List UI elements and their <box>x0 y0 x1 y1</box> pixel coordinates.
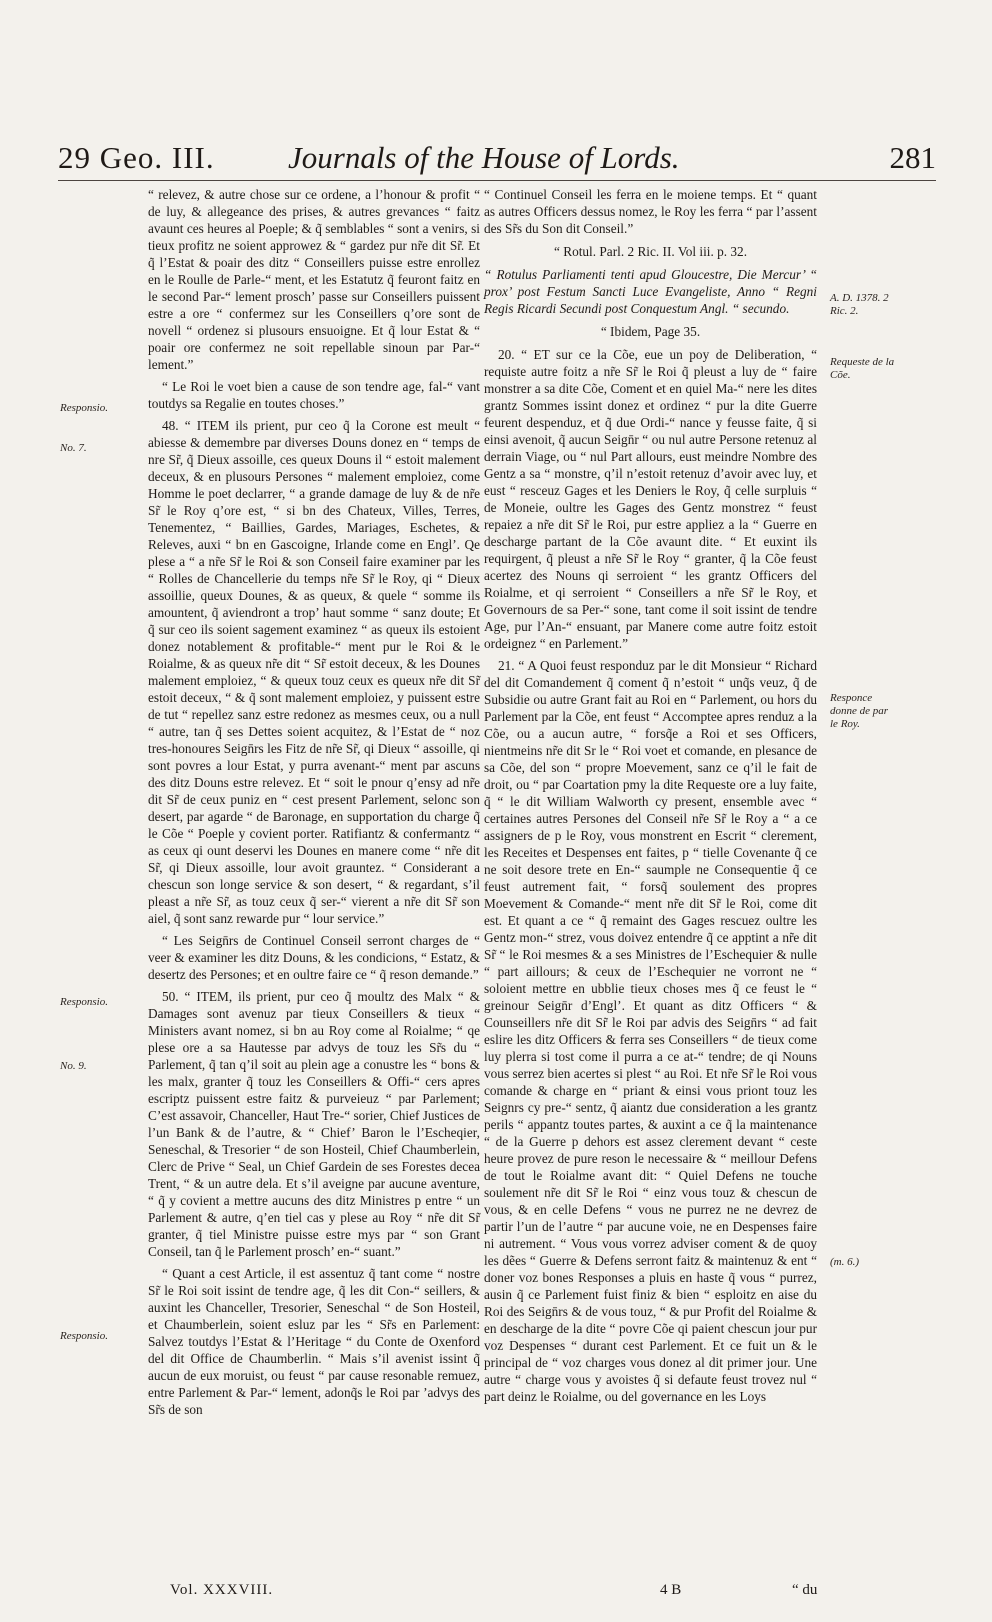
citation: “ Rotul. Parl. 2 Ric. II. Vol iii. p. 32. <box>553 244 748 259</box>
left-column <box>148 186 480 1423</box>
volume-signature: Vol. XXXVIII. <box>170 1582 274 1598</box>
catchword: “ du <box>792 1582 818 1598</box>
paragraph: “ Continuel Conseil les ferra en le moiene temps. Et “ quant as autres Officers dessus nomez, le Roy les ferra “ par l’assent des Sr̃s du Son dit Conseil.” <box>484 187 817 236</box>
margin-note-membrane: (m. 6.) <box>830 1256 860 1268</box>
paragraph: “ relevez, & autre chose sur ce ordene, a l’honour & profit “ de luy, & allegeance des prises, & autres grevances “ faitz avaunt ces heures al Poeple; & q̃ semblables “ sont a venirs, si tieux profitz ne soient approwez & “ gardez pur nr̃e dit Sr̃. Et q̃ l’Estat & poair des ditz “ Conseillers puisse estre enrollez en le Roulle de Parle-“ ment, et les Estatutz q̃ feuront faitz en le second Par-“ lement prosch’ passe sur Conseillers puissent estre a ore “ confermez sur les Conseillers q’ore sont de novell “ ordenez si plusours ensuoigne. Et q̃ lour Estat & “ poair ore confermez ne soit repellable sinoun par Par-“ lement.” <box>148 187 480 372</box>
right-column <box>484 186 817 1410</box>
margin-note-requeste: Requeste de la Cõe. <box>830 356 895 381</box>
paragraph: “ Quant a cest Article, il est assentuz q̃ tant come “ nostre Sr̃ le Roi soit issint de tendre age, q̃ les dit Con-“ seillers, & auxint les Chanceller, Tresorier, Seneschal “ de Son Hosteil, et Chaumberlein, soient esluz par les “ Sr̃s en Parlement: Salvez toutdys l’Estat & l’Heritage “ du Conte de Oxenford del dit Office de Chaumberlin. “ Mais s’il avenist issint q̃ aucun de eux moruist, ou feust “ par cause resonable remuez, entre Parlement & Par-“ lement, adonq̃s le Roi par ’advys des Sr̃s de son <box>148 1266 480 1417</box>
margin-note-responsio: Responsio. <box>60 996 108 1008</box>
paragraph: 50. “ ITEM, ils prient, pur ceo q̃ moultz des Malx “ & Damages sont avenuz par tieux Conseillers & tieux “ Ministers avant nomez, si bn au Roy come al Roialme; “ qe plese ore a sa Hautesse par advys de touz les Sr̃s du “ Parlement, q̃ tan q’il soit au plein age a conustre les “ bons & les malx, granter q̃ touz les Conseillers & Offi-“ cers apres escriptz puissent estre faitz & purveieuz “ par Parlement; C’est assavoir, Chanceller, Haut Tre-“ sorier, Chief Justices de l’un Bank & de l’autre, & “ Chief’ Baron le l’Escheqier, Seneschal, & Tresorier “ de son Hosteil, Chief Chaumberlein, Clerc de Prive “ Seal, un Chief Gardein de ses Forestes decea Trent, “ & un autre dela. Et s’il aveigne par aucune aventure, “ q̃ y covient a mettre aucuns des ditz Ministres p entre “ un Parlement & autre, q’en tiel cas y plese au Roy “ nr̃e dit Sr̃ granter, q̃ tiel Ministre puisse estre mys par “ son Grant Conseil, tan q̃ le Parlement prosch’ en-“ suant.” <box>148 989 480 1259</box>
margin-note-no-7: No. 7. <box>60 442 87 454</box>
paragraph: “ Le Roi le voet bien a cause de son tendre age, fal-“ vant toutdys sa Regalie en toutes choses.” <box>148 379 480 411</box>
paragraph: 48. “ ITEM ils prient, pur ceo q̃ la Corone est meult “ abiesse & demembre par diverses Douns donez en “ temps de nre Sr̃, q̃ Dieux assoille, ces queux Douns il “ estoit malement deceux, & en plusours Persones “ malement emploiez, come Homme le poet declarrer, “ a grande damage de luy & de nr̃e Sr̃ le Roy q’ore est, “ si bn des Chateux, Villes, Terres, Tenementez, “ Baillies, Gardes, Mariages, Eschetes, & Releves, auxi “ bn en Gascoigne, Irlande come en Engl’. Qe plese a “ a nr̃e Sr̃ le Roi & son Conseil faire examiner par les “ Rolles de Chancellerie du temps nr̃e Sr̃ le Roy, qi “ Dieux assoillie, queux Dounes, & as queux, & quele “ somme ils amountent, q̃ aviendront a trop’ haut somme “ sanz doute; Et q̃ sur ceo ils soient sagement examinez “ as queux ils estoient donez notablement & profitable-“ ment pur le Roi & le Roialme, & as queux nr̃e dit “ Sr̃ estoit deceux, & les Dounes malement emploiez, “ & queux touz ceux es queux nr̃e dit Sr̃ estoit deceux, “ & q̃ sont malement emploiez, y puissent estre de tut “ repellez sanz estre redonez as mesmes ceux, ou a null “ autre, tan q̃ ses Dettes soient acquitez, & l’Estat de “ noz tres-honoures Seign̄rs les Fitz de nr̃e Sr̃, qi Dieux “ assoille, qi sont povres a lour Estat, y purra avenant-“ ment par ascuns des ditz Douns estre relevez. Et “ soit le pnour q’ensy ad nr̃e dit Sr̃ de ceux puniz en “ cest present Parlement, selonc son desert, par agarde “ de Baronage, en supportation du charge q̃ le Cõe “ Poeple y covient porter. Ratifiantz & confermantz “ as ceux qi ount deservi les Dounes en manere come “ nr̃e dit Sr̃, qi Dieux assoille, lour avoit grauntez. “ Considerant a chescun son longe service & son desert, “ & regardant, s’il pleast a nr̃e Sr̃, as touz ceux q̃ ser-“ vierent a nr̃e dit Sr̃ son aiel, q̃ sont sanz rewarde pur “ lour service.” <box>148 418 480 926</box>
paragraph: 20. “ ET sur ce la Cõe, eue un poy de Deliberation, “ requiste autre foitz a nr̃e Sr̃ le Roi q̃ pleust a luy de “ faire monstrer a sa dite Cõe, Coment et en quiel Ma-“ nere les dites grantz Sommes issint donez et ordinez “ pur la dite Guerre feurent despenduz, et q̃ due Ordi-“ nance y feusse faite, q̃ si einsi avenoit, q̃ aucun Seign̄r “ ou nul autre Persone retenuz al derrain Viage, ou “ nul Part allours, eust meindre Nombre des Gentz a sa “ monstre, q’il n’estoit retenuz d’avoir avec luy, et eust “ resceuz Gages et les Deniers le Roy, q̃ celle surpluis “ de Moneie, oultre les Gages des Gentz monstrez “ feust repaiez a nr̃e dit Sr̃ le Roi, pur estre appliez a la “ Guerre en descharge partant de la Cõe avaunt dite. “ Et euxint ils requirgent, q̃ pleust a nr̃e Sr̃ le Roy “ granter, q̃ la Cõe feust acertez des Nouns qi serroient “ les grantz Officers del Roialme, et qi serroient “ Conseillers a nr̃e Sr̃ le Roy, et Governours de sa Per-“ sone, tant come il soit issint de tendre Age, pur l’An-“ ensuant, par Manere come autre foitz estoit ordeignez “ en Parlement.” <box>484 347 817 651</box>
citation: “ Ibidem, Page 35. <box>600 324 701 339</box>
paragraph: “ Les Seign̄rs de Continuel Conseil serront charges de “ veer & examiner les ditz Douns, & les condicions, “ Estatz, & desertz des Persones; et en oultre faire ce “ q̃ reson demande.” <box>148 933 480 982</box>
paragraph: 21. “ A Quoi feust responduz par le dit Monsieur “ Richard del dit Comandement q̃ coment q̃ n’estoit “ unq̃s veuz, q̃ de Subsidie ou autre Grant fait au Roi en “ Parlement, ou hors du Parlement par la Cõe, ent feust “ Accomptee apres renduz a la Cõe, ou a aucun autre, “ forsq̃e a Roi et ses Officers, nientmeins nr̃e dit Sr le “ Roi voet et comande, en plesance de sa Cõe, del son “ propre Moevement, sanz ce q’il le fait de droit, ou “ par Coartation pmy la dite Requeste ore a luy faite, q̃ “ le dit William Walworth cy present, ensemble avec “ certaines autres Persones del Conseil nr̃e Sr̃ le Roy a “ a ce assigners de p le Roy, vous monstrent en Escrit “ clerement, les Receites et Despenses ent faites, p “ tielle Covenante q̃ ce ne soit desore trete en En-“ saumple ne Consequentie q̃ ce feust autrement fait, “ forsq̃ soulement des propres Moevement & Comande-“ ment nr̃e dit Sr̃ le Roi, come dit est. Et quant a ce “ q̃ remaint des Gages rescuez oultre les Gentz mon-“ strez, vous doivez entendre q̃ ce apptint a nr̃e dit Sr̃ “ le Roi mesmes & a ses Ministres de l’Eschequier & nulle “ part aillours; & ceux de l’Eschequier ne vorront ne “ soloient mettre en ubblie tieux choses mes q̃ ce feust le “ greinour Seign̄r d’Engl’. Et quant as ditz Officers “ & Counseillers nr̃e dit Sr̃ le Roi par advis des Seign̄rs “ ad fait eslire les ditz Officers & ferra ses Conseillers “ de tieux come luy plerra si tost come il purra a ce at-“ tendre; de qi Nouns vous serrez bien acertes si plest “ au Roi. Et nr̃e Sr̃ le Roi vous comande & charge en “ priant & einsi vous priont touz les Seignrs cy pre-“ sentz, q̃ aiantz due consideration a les grantz perils “ appantz toutes partes, & auxint a ce q̃ la maintenance “ de la Guerre p dehors est assez clerement devant “ ceste heure provez de pure reson le necessaire & “ meillour Defens de tout le Roialme avant dit: “ Quiel Defens ne touche soulement nr̃e dit Sr̃ le Roi “ einz vous touz & chescun de vous, & en celle Defens “ vous ne purrez ne ne devrez de partir l’un de l’autre “ par aucune voie, ne en Despenses faire ni autrement. “ Vous vous vorrez adviser coment & de quoy les dẽes “ Guerre & Defens serront faitz & maintenuz & ent “ doner voz bones Responses a pluis en haste q̃ vous “ purrez, ausin q̃ ce Parlement fuist finiz & bien “ esploitz en aise du Roi des Seign̄rs & de vous touz, “ & pur Profit del Roialme & en descharge de la dite “ povre Cõe qi paient chescun jour pur voz Despenses “ durant cest Parlement. Et ce fuit un & le principal de “ voz charges vous donez al dit primer jour. Une autre “ charge vous y avoistes q̃ si defaute feust trovez nul “ part deinz le Roialme, ou del governance en les Loys <box>484 658 817 1404</box>
regnal-year: 29 Geo. III. <box>58 140 215 175</box>
gathering-signature: 4 B <box>660 1582 682 1598</box>
header-rule <box>58 180 936 181</box>
roll-title: “ Rotulus Parliamenti tenti apud Gloucestre, Die Mercur’ “ prox’ post Festum Sancti Luce Evangeliste, Anno “ Regni Regis Ricardi Secundi post Conquestum Angl. “ secundo. <box>484 267 817 316</box>
margin-note-date: A. D. 1378. 2 Ric. 2. <box>830 292 889 317</box>
page-header <box>58 140 936 180</box>
margin-note-responce: Responce donne de par le Roy. <box>830 692 889 730</box>
margin-note-no-9: No. 9. <box>60 1060 87 1072</box>
page-number: 281 <box>889 140 936 175</box>
journal-title: Journals of the House of Lords. <box>288 140 680 175</box>
margin-note-responsio: Responsio. <box>60 402 108 414</box>
margin-note-responsio: Responsio. <box>60 1330 108 1342</box>
